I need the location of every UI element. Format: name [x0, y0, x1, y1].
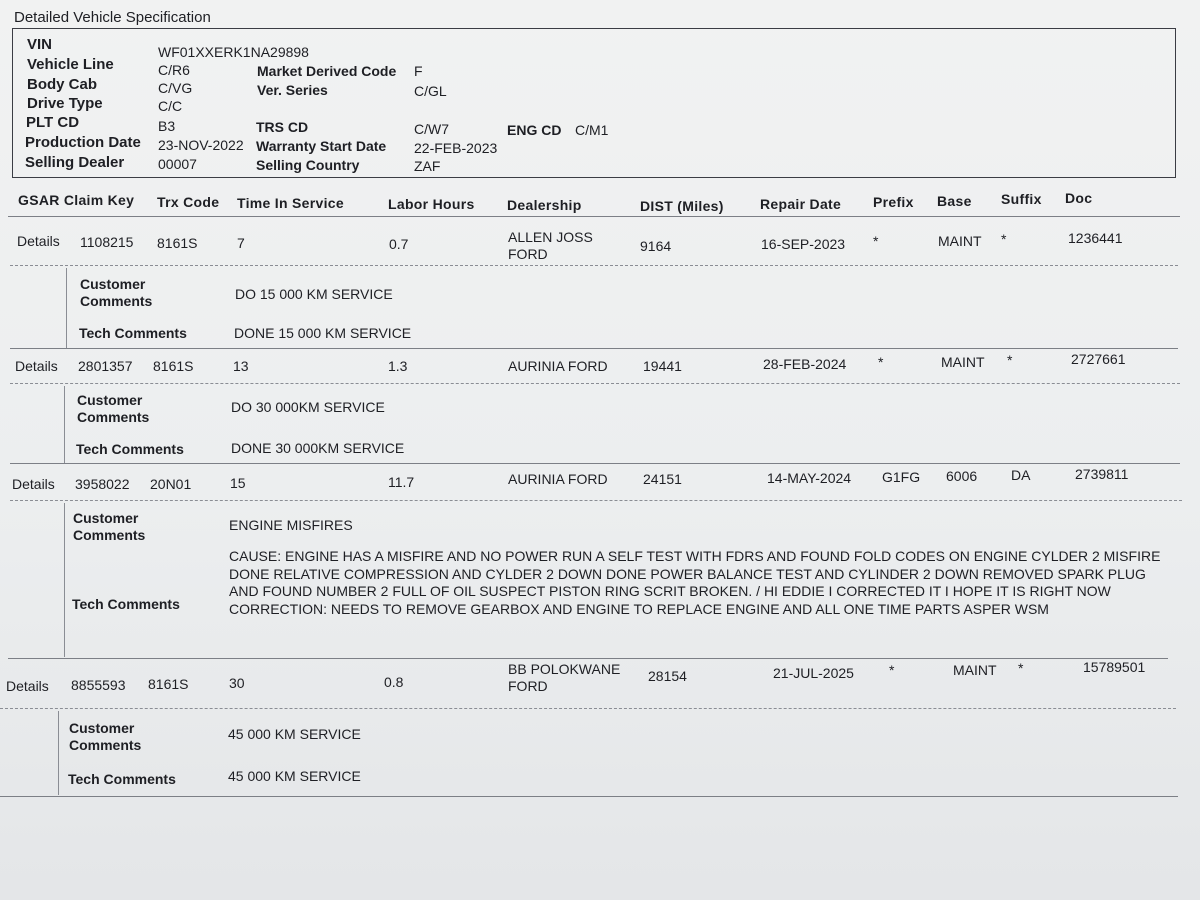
- tech-comment: CAUSE: ENGINE HAS A MISFIRE AND NO POWER RUN A SELF TEST WITH FDRS AND FOUND FOLD CODES ON ENGINE CYLDER 2 MISFIRE DONE RELATIVE COMPRESSION AND CYLDER 2 DOWN DONE POWER BALANCE TEST AND CYLINDER 2 DOWN REMOVED SPARK PLUG AND FOUND NUMBER 2 FULL OF OIL SUSPECT PISTON RING SCRIT BROKEN. / HI EDDIE I CORRECTED IT I HOPE IT IS RIGHT NOW CORRECTION: NEEDS TO REMOVE GEARBOX AND ENGINE TO REPLACE ENGINE AND ALL ONE TIME PARTS ASPER WSM: [229, 548, 1161, 617]
- customer-word: Customer: [73, 510, 139, 526]
- suffix: *: [1007, 352, 1013, 368]
- ver-series-value: C/GL: [414, 83, 447, 99]
- header-base: Base: [937, 193, 972, 209]
- drive-type-label: Drive Type: [27, 95, 103, 112]
- doc-number: 1236441: [1068, 230, 1123, 246]
- customer-word: Customer: [77, 392, 143, 408]
- dealership: [508, 229, 593, 263]
- selling-dealer-value: 00007: [158, 156, 197, 172]
- header-doc: Doc: [1065, 190, 1093, 206]
- selling-country-label: Selling Country: [256, 157, 360, 173]
- trx-code: 8161S: [153, 358, 194, 374]
- comments-word: Comments: [69, 737, 142, 753]
- claim-key: 2801357: [78, 358, 133, 374]
- customer-comment: DO 30 000KM SERVICE: [231, 399, 385, 415]
- customer-comment: 45 000 KM SERVICE: [228, 726, 361, 742]
- eng-cd-value: C/M1: [575, 122, 609, 138]
- dist-miles: 9164: [640, 238, 672, 254]
- tech-comment: 45 000 KM SERVICE: [228, 768, 361, 784]
- repair-date: 16-SEP-2023: [761, 236, 846, 252]
- labor-hours: 0.8: [384, 674, 404, 690]
- selling-dealer-label: Selling Dealer: [25, 154, 125, 171]
- body-cab-value: C/VG: [158, 80, 193, 96]
- repair-date: 28-FEB-2024: [763, 356, 847, 372]
- comment-divider: [58, 711, 59, 795]
- plt-cd-label: PLT CD: [26, 114, 80, 131]
- labor-hours: 0.7: [389, 236, 409, 252]
- trx-code: 8161S: [148, 676, 189, 692]
- doc-number: 2727661: [1071, 351, 1126, 367]
- row-divider: [10, 500, 1182, 501]
- header-rule: [8, 216, 1180, 217]
- details-label: Details: [15, 358, 58, 374]
- vin-value: WF01XXERK1NA29898: [158, 44, 309, 60]
- dist-miles: 19441: [643, 358, 682, 374]
- dealership: AURINIA FORD: [508, 358, 608, 374]
- prefix: G1FG: [882, 469, 921, 485]
- tech-comment: DONE 15 000 KM SERVICE: [234, 325, 412, 341]
- header-time-in-service: Time In Service: [237, 195, 344, 211]
- comment-divider: [66, 268, 67, 348]
- repair-date: 14-MAY-2024: [767, 470, 852, 486]
- warranty-start-label: Warranty Start Date: [256, 138, 387, 154]
- customer-comments-label: [69, 720, 141, 754]
- header-prefix: Prefix: [873, 194, 914, 210]
- row-rule: [0, 796, 1178, 797]
- market-code-value: F: [414, 63, 423, 79]
- trs-cd-label: TRS CD: [256, 119, 309, 135]
- production-date-value: 23-NOV-2022: [158, 137, 244, 153]
- suffix: *: [1001, 231, 1007, 247]
- customer-comments-label: [73, 510, 145, 544]
- doc-number: 2739811: [1075, 466, 1129, 482]
- dealership: AURINIA FORD: [508, 471, 608, 487]
- market-code-label: Market Derived Code: [257, 63, 397, 79]
- customer-word: Customer: [69, 720, 135, 736]
- dist-miles: 28154: [648, 668, 687, 684]
- header-trx-code: Trx Code: [157, 194, 220, 210]
- trs-cd-value: C/W7: [414, 121, 449, 137]
- document-title: Detailed Vehicle Specification: [14, 9, 211, 26]
- details-label: Details: [17, 233, 60, 249]
- prefix: *: [878, 354, 884, 370]
- base: 6006: [946, 468, 978, 484]
- header-dist: DIST (Miles): [640, 198, 724, 214]
- dealership-line-1: ALLEN JOSS: [508, 229, 593, 245]
- tech-comments-label: Tech Comments: [68, 771, 176, 787]
- drive-type-value: C/C: [158, 98, 183, 114]
- comments-word: Comments: [77, 409, 150, 425]
- customer-comment: ENGINE MISFIRES: [229, 517, 353, 533]
- claim-key: 8855593: [71, 677, 126, 693]
- doc-number: 15789501: [1083, 659, 1146, 675]
- eng-cd-label: ENG CD: [507, 122, 562, 138]
- comments-word: Comments: [80, 293, 153, 309]
- body-cab-label: Body Cab: [27, 76, 98, 93]
- labor-hours: 1.3: [388, 358, 408, 374]
- vehicle-line-label: Vehicle Line: [27, 56, 114, 73]
- tech-comment: DONE 30 000KM SERVICE: [231, 440, 405, 456]
- comments-word: Comments: [73, 527, 146, 543]
- claim-key: 3958022: [75, 476, 130, 492]
- time-in-service: 30: [229, 675, 245, 691]
- base: MAINT: [953, 662, 997, 678]
- tech-comments-label: Tech Comments: [79, 325, 187, 341]
- plt-cd-value: B3: [158, 118, 176, 134]
- customer-word: Customer: [80, 276, 146, 292]
- claim-key: 1108215: [80, 234, 134, 250]
- dealership-line-2: FORD: [508, 678, 548, 694]
- row-rule: [10, 348, 1178, 349]
- row-rule: [10, 463, 1180, 464]
- customer-comments-label: [80, 276, 152, 310]
- dealership: [508, 661, 620, 695]
- labor-hours: 11.7: [388, 474, 415, 490]
- suffix: *: [1018, 660, 1024, 676]
- time-in-service: 15: [230, 475, 246, 491]
- base: MAINT: [941, 354, 985, 370]
- header-labor-hours: Labor Hours: [388, 196, 475, 212]
- selling-country-value: ZAF: [414, 158, 441, 174]
- repair-date: 21-JUL-2025: [773, 665, 854, 681]
- row-divider: [0, 708, 1176, 709]
- header-dealership: Dealership: [507, 197, 582, 213]
- header-repair-date: Repair Date: [760, 196, 842, 212]
- dist-miles: 24151: [643, 471, 682, 487]
- comment-divider: [64, 386, 65, 464]
- tech-comments-label: Tech Comments: [72, 596, 180, 612]
- base: MAINT: [938, 233, 982, 249]
- prefix: *: [889, 662, 895, 678]
- header-claim-key: GSAR Claim Key: [18, 192, 135, 208]
- row-divider: [10, 265, 1178, 266]
- details-label: Details: [12, 476, 55, 492]
- ver-series-label: Ver. Series: [257, 82, 328, 98]
- time-in-service: 13: [233, 358, 249, 374]
- customer-comments-label: [77, 392, 149, 426]
- comment-divider: [64, 503, 65, 657]
- header-suffix: Suffix: [1001, 191, 1042, 207]
- dealership-line-2: FORD: [508, 246, 548, 262]
- warranty-start-value: 22-FEB-2023: [414, 140, 498, 156]
- details-label: Details: [6, 678, 49, 694]
- dealership-line-1: BB POLOKWANE: [508, 661, 621, 677]
- row-rule: [8, 658, 1168, 659]
- suffix: DA: [1011, 467, 1031, 483]
- row-divider: [10, 383, 1180, 384]
- production-date-label: Production Date: [25, 134, 141, 151]
- trx-code: 20N01: [150, 476, 192, 492]
- tech-comments-label: Tech Comments: [76, 441, 184, 457]
- time-in-service: 7: [237, 235, 245, 251]
- customer-comment: DO 15 000 KM SERVICE: [235, 286, 393, 302]
- vin-label: VIN: [27, 36, 53, 53]
- prefix: *: [873, 233, 879, 249]
- trx-code: 8161S: [157, 235, 198, 251]
- vehicle-line-value: C/R6: [158, 62, 190, 78]
